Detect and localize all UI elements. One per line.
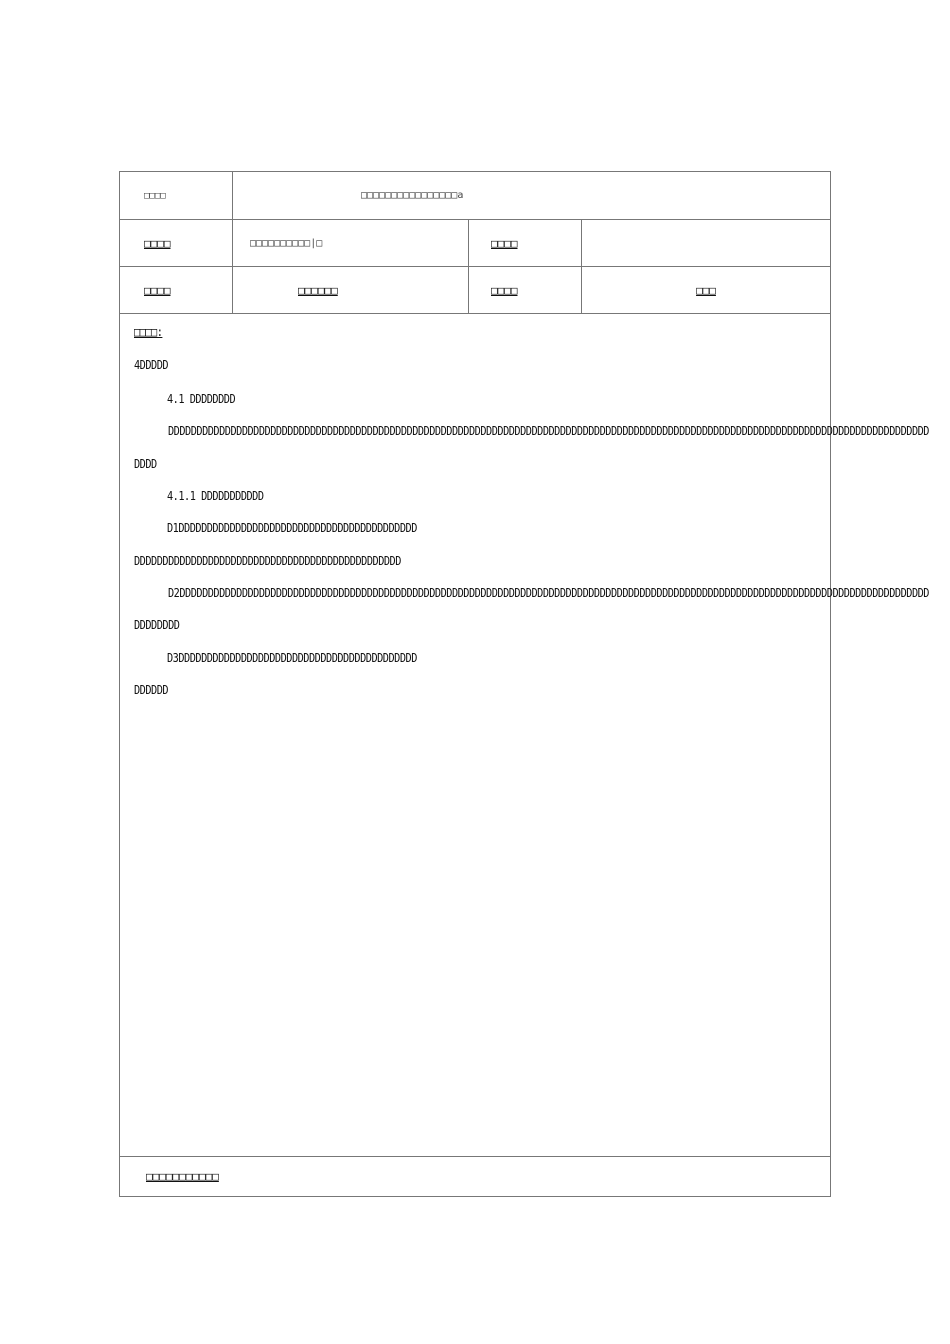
content-line: DDDDDDDDDDDDDDDDDDDDDDDDDDDDDDDDDDDDDDDDDDDDDDDDDDDDDDDDDDDDDDDDDDDDDDDDDDDDDDDDDDDDDDDDDDDDDDDDDDDDDDDDDDDDDDDDDDDDDDDDDDDDDDDDDDDDDD xyxy=(168,423,929,438)
content-line: DDDDDDDDDDDDDDDDDDDDDDDDDDDDDDDDDDDDDDDDDDDDDDD xyxy=(134,553,401,568)
content-line: 4.1.1 DDDDDDDDDDD xyxy=(167,488,264,503)
content-area xyxy=(120,314,929,1157)
header-row-2 xyxy=(120,220,830,267)
row3-value-1: □□□□□□ xyxy=(233,267,469,313)
row2-value-2 xyxy=(582,220,830,266)
row2-label-1: □□□□ xyxy=(120,220,233,266)
row3-value-2: □□□ xyxy=(696,283,716,297)
header-row-1 xyxy=(120,172,830,220)
content-line: 4DDDDD xyxy=(134,357,169,372)
report-form xyxy=(119,171,929,1197)
row3-label-1: □□□□ xyxy=(120,267,233,313)
content-line: D3DDDDDDDDDDDDDDDDDDDDDDDDDDDDDDDDDDDDDDDDDD xyxy=(167,650,417,665)
content-line: 4.1 DDDDDDDD xyxy=(167,391,236,406)
row3-label-2: □□□□ xyxy=(469,267,582,313)
row1-value: □□□□□□□□□□□□□□□□a xyxy=(361,190,464,201)
row1-label: □□□□ xyxy=(120,172,233,219)
row2-value-1: □□□□□□□□□□|□ xyxy=(233,220,469,266)
header-row-3 xyxy=(120,267,830,314)
content-title: □□□□: xyxy=(134,324,163,339)
content-line: DDDDDDDD xyxy=(134,617,180,632)
footer-note: □□□□□□□□□□□ xyxy=(146,1170,219,1183)
content-line: D1DDDDDDDDDDDDDDDDDDDDDDDDDDDDDDDDDDDDDDDDDD xyxy=(167,520,417,535)
content-line: D2DDDDDDDDDDDDDDDDDDDDDDDDDDDDDDDDDDDDDDDDDDDDDDDDDDDDDDDDDDDDDDDDDDDDDDDDDDDDDDDDDDDDDDDDDDDDDDDDDDDDDDDDDDDDDDDDDDDDDDDDDDDDDDDDDDDD xyxy=(168,585,929,600)
content-line: DDDD xyxy=(134,456,157,471)
row2-label-2: □□□□ xyxy=(469,220,582,266)
content-line: DDDDDD xyxy=(134,682,169,697)
